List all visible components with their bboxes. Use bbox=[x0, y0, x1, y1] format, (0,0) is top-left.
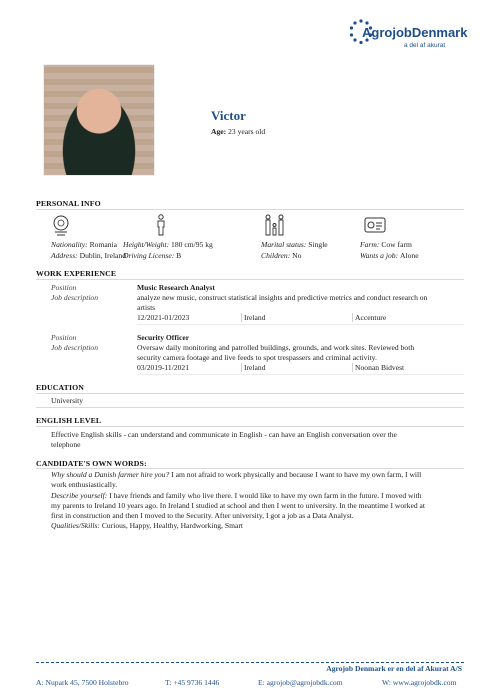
job-country: Ireland bbox=[244, 313, 266, 322]
children-row bbox=[261, 251, 301, 260]
family-icon bbox=[262, 214, 288, 236]
divider bbox=[36, 426, 464, 427]
job-description-line: Oversaw daily monitoring and patrolled buildings, grounds, and work sites. Reviewed both bbox=[137, 343, 415, 352]
divider bbox=[36, 468, 464, 469]
position-label: Position bbox=[51, 333, 77, 342]
candidate-age bbox=[211, 127, 265, 136]
divider bbox=[352, 313, 353, 322]
farm-row bbox=[360, 240, 412, 249]
job-position: Music Research Analyst bbox=[137, 283, 215, 292]
answer-hire bbox=[51, 470, 421, 479]
license-row bbox=[123, 251, 181, 260]
license-label: Driving License: bbox=[123, 251, 175, 260]
height-row bbox=[123, 240, 213, 249]
address-row bbox=[51, 251, 126, 260]
license-value: B bbox=[176, 251, 182, 260]
question-hire: Why should a Danish farmer hire you? bbox=[51, 470, 170, 479]
address-label: Address: bbox=[51, 251, 78, 260]
job-description-line: analyze new music, construct statistical insights and predictive metrics and conduct research on bbox=[137, 293, 428, 302]
job-company: Noonan Bidvest bbox=[355, 363, 405, 372]
answer-describe-text: I have friends and family who live there. I would like to have my own farm in the future. I moved with bbox=[107, 491, 422, 500]
divider bbox=[137, 324, 464, 325]
position-label: Position bbox=[51, 283, 77, 292]
brand-logo bbox=[348, 16, 468, 54]
divider bbox=[241, 363, 242, 372]
job-description-label: Job description bbox=[51, 293, 99, 302]
answer-describe-line: first in construction and then I moved to the Security. After university, I got a job as a Data Analyst. bbox=[51, 511, 354, 520]
job-description-line: artists bbox=[137, 303, 156, 312]
wants-value: Alone bbox=[400, 251, 419, 260]
work-experience-title: WORK EXPERIENCE bbox=[36, 269, 117, 278]
nationality-label: Nationality: bbox=[51, 240, 88, 249]
marital-row bbox=[261, 240, 328, 249]
footer-company: Agrojob Denmark er en del af Akurat A/S bbox=[326, 664, 462, 673]
footer-phone: T: +45 9736 1446 bbox=[165, 678, 220, 687]
divider bbox=[36, 393, 464, 394]
farm-icon bbox=[363, 214, 387, 236]
marital-label: Marital status: bbox=[261, 240, 307, 249]
english-text-line: telephone bbox=[51, 440, 81, 449]
job-position: Security Officer bbox=[137, 333, 190, 342]
address-value: Dublin, Ireland bbox=[79, 251, 127, 260]
education-value: University bbox=[51, 396, 84, 405]
candidate-name: Victor bbox=[211, 108, 246, 123]
footer-divider bbox=[36, 662, 464, 663]
own-words-title: CANDIDATE'S OWN WORDS: bbox=[36, 459, 147, 468]
job-company: Accenture bbox=[355, 313, 387, 322]
job-description-line: security camera footage and live feeds to spot trespassers and criminal activity. bbox=[137, 353, 377, 362]
brand-name: AgrojobDenmark bbox=[362, 25, 468, 40]
answer-describe-line: my parents to Ireland 10 years ago. In Ireland I studied at school and then I went to university. In the meantime I worked at bbox=[51, 501, 426, 510]
brand-partner: a del af akurat bbox=[404, 42, 446, 49]
answer-skills-text: Curious, Happy, Healthy, Hardworking, Smart bbox=[99, 521, 243, 530]
candidate-photo bbox=[43, 64, 155, 176]
english-title: ENGLISH LEVEL bbox=[36, 416, 102, 425]
nationality-row bbox=[51, 240, 117, 249]
farm-label: Farm: bbox=[360, 240, 380, 249]
nationality-value: Romania bbox=[89, 240, 118, 249]
divider bbox=[352, 363, 353, 372]
globe-icon bbox=[51, 214, 71, 236]
person-height-icon bbox=[154, 214, 168, 236]
job-description-label: Job description bbox=[51, 343, 99, 352]
height-value: 180 cm/95 kg bbox=[171, 240, 213, 249]
marital-value: Single bbox=[308, 240, 328, 249]
question-skills: Qualities/Skills: bbox=[51, 521, 100, 530]
answer-hire-line2: work enthusiastically. bbox=[51, 480, 118, 489]
job-period: 12/2021-01/2023 bbox=[137, 313, 190, 322]
divider bbox=[36, 209, 464, 210]
answer-describe bbox=[51, 491, 422, 500]
divider bbox=[36, 407, 464, 408]
job-country: Ireland bbox=[244, 363, 266, 372]
divider bbox=[137, 374, 464, 375]
answer-skills bbox=[51, 521, 243, 530]
footer-email[interactable]: E: agrojob@agrojobdk.com bbox=[258, 678, 343, 687]
footer-address: A: Nupark 45, 7500 Holstebro bbox=[36, 678, 129, 687]
height-label: Height/Weight: bbox=[123, 240, 170, 249]
divider bbox=[36, 279, 464, 280]
job-period: 03/2019-11/2021 bbox=[137, 363, 190, 372]
divider bbox=[241, 313, 242, 322]
wants-row bbox=[360, 251, 419, 260]
question-describe: Describe yourself: bbox=[51, 491, 108, 500]
children-label: Children: bbox=[261, 251, 291, 260]
answer-hire-text: I am not afraid to work physically and because I want to have my own farm, I will bbox=[169, 470, 422, 479]
age-value: 23 years old bbox=[228, 127, 266, 136]
education-title: EDUCATION bbox=[36, 383, 84, 392]
footer-website[interactable]: W: www.agrojobdk.com bbox=[382, 678, 457, 687]
children-value: No bbox=[292, 251, 302, 260]
personal-info-title: PERSONAL INFO bbox=[36, 199, 101, 208]
english-text-line: Effective English skills - can understand and communicate in English - can have an English conversation over the bbox=[51, 430, 397, 439]
farm-value: Cow farm bbox=[381, 240, 412, 249]
wants-label: Wants a job: bbox=[360, 251, 399, 260]
age-label: Age: bbox=[211, 127, 227, 136]
